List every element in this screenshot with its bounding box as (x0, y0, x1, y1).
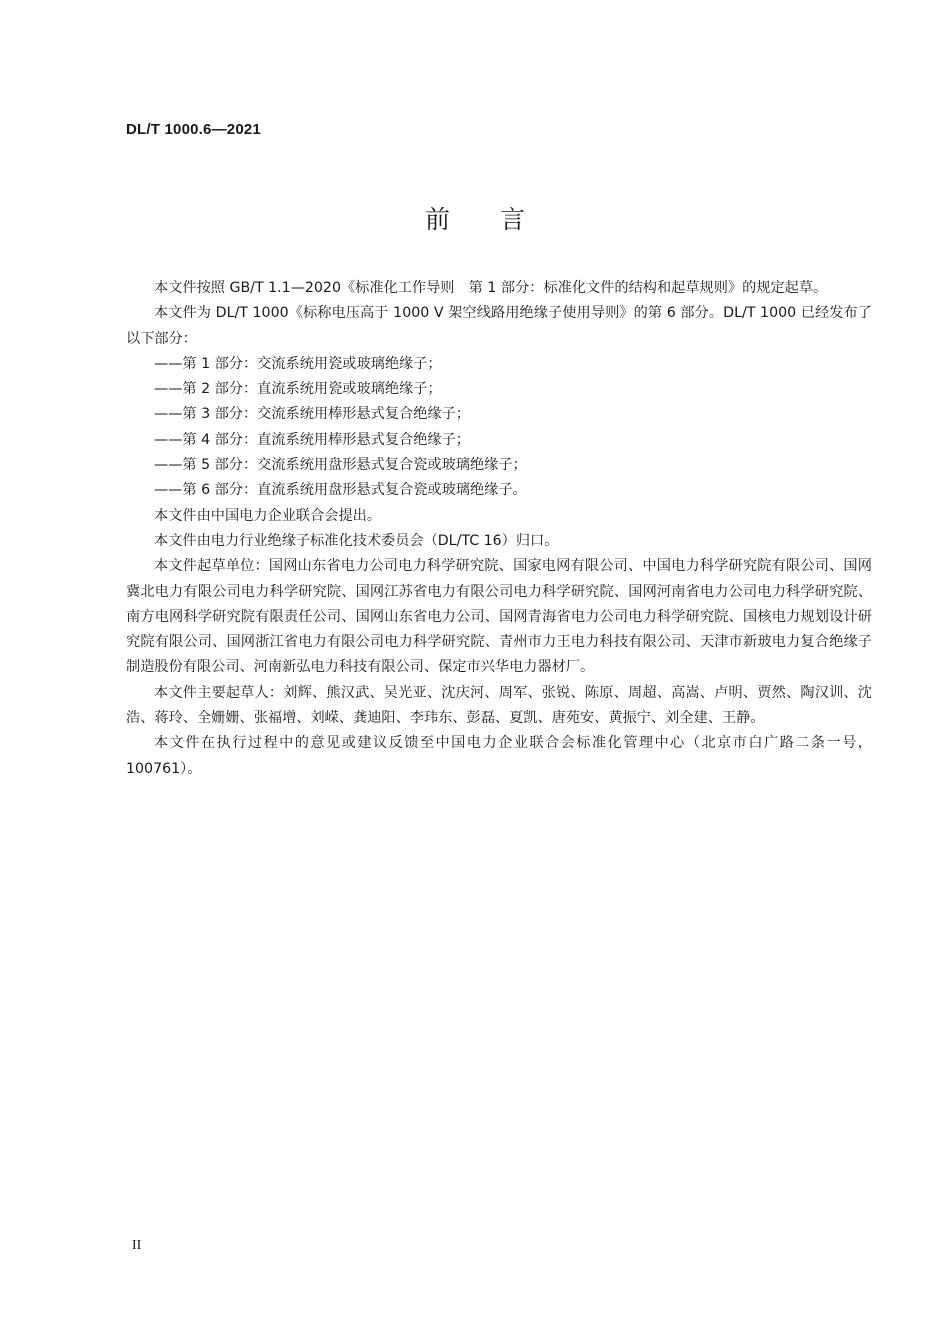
paragraph-series-intro: 本文件为 DL/T 1000《标称电压高于 1000 V 架空线路用绝缘子使用导则》的第 6 部分。DL/T 1000 已经发布了以下部分： (126, 305, 872, 347)
list-item: ——第 2 部分：直流系统用瓷或玻璃绝缘子； (154, 381, 442, 398)
foreword-body (126, 276, 872, 782)
page-number: II (132, 1238, 142, 1253)
list-item: ——第 3 部分：交流系统用棒形悬式复合绝缘子； (154, 406, 470, 423)
paragraph-drafting-units: 本文件起草单位：国网山东省电力公司电力科学研究院、国家电网有限公司、中国电力科学研究院有限公司、国网冀北电力有限公司电力科学研究院、国网江苏省电力有限公司电力科学研究院、国网河南省电力公司电力科学研究院、南方电网科学研究院有限责任公司、国网山东省电力公司、国网青海省电力公司电力科学研究院、国核电力规划设计研究院有限公司、国网浙江省电力有限公司电力科学研究院、青州市力王电力科技有限公司、天津市新玻电力复合绝缘子制造股份有限公司、河南新弘电力科技有限公司、保定市兴华电力器材厂。 (126, 558, 872, 676)
document-code: DL/T 1000.6—2021 (126, 121, 261, 138)
page-title: 前言 (424, 205, 575, 234)
paragraph-committee: 本文件由电力行业绝缘子标准化技术委员会（DL/TC 16）归口。 (154, 532, 559, 549)
paragraph-proposer: 本文件由中国电力企业联合会提出。 (154, 507, 382, 524)
list-item: ——第 5 部分：交流系统用盘形悬式复合瓷或玻璃绝缘子； (154, 457, 527, 474)
paragraph-feedback: 本文件在执行过程中的意见或建议反馈至中国电力企业联合会标准化管理中心（北京市白广路二条一号，100761）。 (126, 735, 872, 777)
paragraph-drafters: 本文件主要起草人：刘辉、熊汉武、吴光亚、沈庆河、周军、张锐、陈原、周超、高嵩、卢明、贾然、陶汉训、沈浩、蒋玲、全姗姗、张福增、刘嵘、龚迪阳、李玮东、彭磊、夏凯、唐苑安、黄振宁、刘全建、王静。 (126, 684, 872, 727)
list-item: ——第 1 部分：交流系统用瓷或玻璃绝缘子； (154, 355, 442, 372)
list-item: ——第 6 部分：直流系统用盘形悬式复合瓷或玻璃绝缘子。 (154, 482, 527, 499)
list-item: ——第 4 部分：直流系统用棒形悬式复合绝缘子； (154, 431, 470, 448)
paragraph-drafting-rules: 本文件按照 GB/T 1.1—2020《标准化工作导则 第 1 部分：标准化文件的结构和起草规则》的规定起草。 (154, 280, 828, 296)
